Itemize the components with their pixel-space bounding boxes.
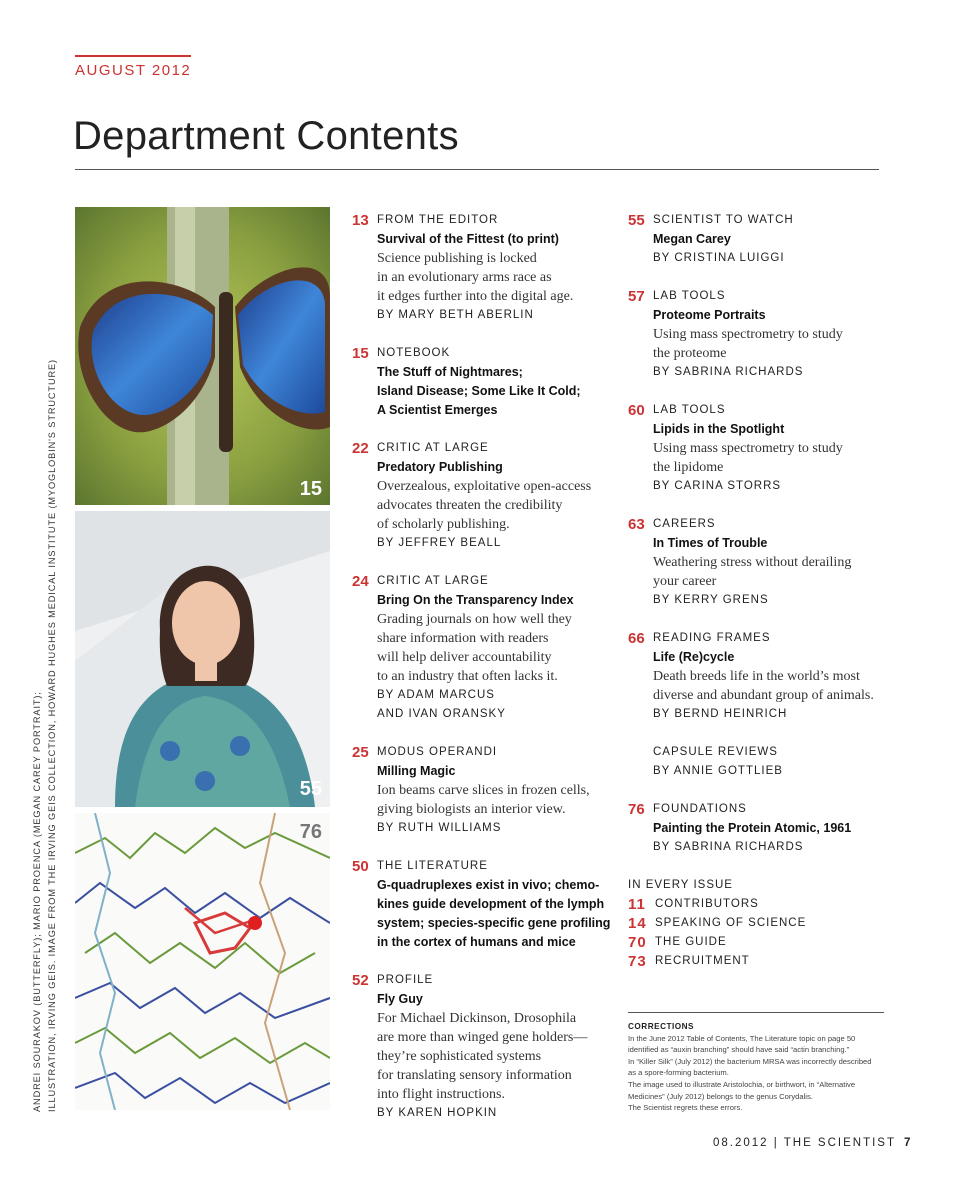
contents-entry — [628, 743, 888, 781]
contents-entry — [352, 344, 612, 420]
entry-section: SCIENTIST TO WATCH — [653, 214, 794, 226]
photo-page-number: 55 — [299, 778, 322, 800]
entry-headline: Predatory Publishing — [377, 460, 503, 474]
entry-author: AND IVAN ORANSKY — [377, 708, 506, 720]
entry-author: BY MARY BETH ABERLIN — [377, 309, 534, 321]
entry-headline: Bring On the Transparency Index — [377, 593, 574, 607]
entry-gap — [628, 496, 888, 515]
contents-entry — [628, 211, 888, 268]
entry-page-number: 52 — [352, 972, 369, 989]
entry-headline: in the cortex of humans and mice — [377, 935, 576, 949]
item-label: THE GUIDE — [655, 936, 727, 948]
item-page-number: 70 — [628, 934, 647, 951]
contents-entry — [352, 572, 612, 724]
in-every-issue-item — [628, 914, 888, 933]
entry-headline: In Times of Trouble — [653, 536, 768, 550]
entry-description: Ion beams carve slices in frozen cells, — [377, 783, 590, 798]
entry-author: BY CARINA STORRS — [653, 480, 782, 492]
correction-line: In the June 2012 Table of Contents, The Literature topic on page 50 — [628, 1033, 856, 1043]
correction-line: In “Killer Silk” (July 2012) the bacterium MRSA was incorrectly described — [628, 1056, 872, 1066]
portrait-photo — [75, 511, 330, 807]
correction-line: identified as “auxin branching” should have said “actin branching.” — [628, 1045, 850, 1055]
entry-gap — [352, 838, 612, 857]
in-every-issue-heading: IN EVERY ISSUE — [628, 879, 733, 891]
entry-description: Using mass spectrometry to study — [653, 327, 843, 342]
entry-description: they’re sophisticated systems — [377, 1049, 542, 1064]
entry-description: Overzealous, exploitative open-access — [377, 479, 592, 494]
entry-author: BY KERRY GRENS — [653, 594, 769, 606]
entry-author: BY SABRINA RICHARDS — [653, 366, 804, 378]
entry-gap — [352, 325, 612, 344]
entry-author: BY KAREN HOPKIN — [377, 1107, 498, 1119]
entry-description: For Michael Dickinson, Drosophila — [377, 1011, 577, 1026]
entry-page-number: 24 — [352, 573, 369, 590]
in-every-issue-item — [628, 952, 888, 971]
contents-entry — [352, 439, 612, 553]
entry-headline: Life (Re)cycle — [653, 650, 735, 664]
photo-page-number: 76 — [299, 821, 322, 843]
entry-author: BY ANNIE GOTTLIEB — [653, 765, 783, 777]
contents-column-left — [352, 211, 612, 1123]
entry-page-number: 76 — [628, 801, 645, 818]
entry-section: CAPSULE REVIEWS — [653, 746, 778, 758]
entry-author: BY BERND HEINRICH — [653, 708, 788, 720]
photo-credit-line: ILLUSTRATION, IRVING GEIS. IMAGE FROM THE IRVING GEIS COLLECTION, HOWARD HUGHES MEDICAL INSTITUTE (MYOGLOBIN'S STRUCTURE) — [47, 359, 57, 1112]
title-rule — [75, 169, 879, 170]
entry-description: the proteome — [653, 346, 727, 361]
entry-author: BY ADAM MARCUS — [377, 689, 495, 701]
photo-credit — [30, 212, 60, 1112]
corrections-title: CORRECTIONS — [628, 1022, 694, 1031]
in-every-issue-item — [628, 895, 888, 914]
item-label: RECRUITMENT — [655, 955, 750, 967]
entry-section: LAB TOOLS — [653, 404, 726, 416]
entry-page-number: 60 — [628, 402, 645, 419]
in-every-issue — [628, 876, 888, 971]
entry-description: Using mass spectrometry to study — [653, 441, 843, 456]
entry-page-number: 15 — [352, 345, 369, 362]
entry-gap — [628, 610, 888, 629]
in-every-issue-item — [628, 933, 888, 952]
contents-entry — [628, 401, 888, 496]
photo-page-number: 15 — [299, 478, 322, 500]
contents-entry — [628, 515, 888, 610]
entry-author: BY JEFFREY BEALL — [377, 537, 502, 549]
date-rule — [75, 55, 191, 57]
contents-entry — [352, 857, 612, 952]
entry-section: FOUNDATIONS — [653, 803, 747, 815]
entry-page-number: 55 — [628, 212, 645, 229]
entry-description: giving biologists an interior view. — [377, 802, 566, 817]
footer-issue: 08.2012 | THE SCIENTIST — [713, 1137, 896, 1149]
entry-page-number: 57 — [628, 288, 645, 305]
contents-entry — [628, 629, 888, 724]
correction-line: as a spore-forming bacterium. — [628, 1068, 729, 1078]
item-page-number: 11 — [628, 896, 646, 913]
entry-description: share information with readers — [377, 631, 549, 646]
issue-date: AUGUST 2012 — [75, 62, 192, 79]
entry-section: PROFILE — [377, 974, 434, 986]
entry-description: for translating sensory information — [377, 1068, 572, 1083]
entry-headline: Survival of the Fittest (to print) — [377, 232, 559, 246]
entry-headline: system; species-specific gene profiling — [377, 916, 611, 930]
entry-description: are more than winged gene holders— — [377, 1030, 588, 1045]
entry-gap — [352, 952, 612, 971]
entry-section: READING FRAMES — [653, 632, 771, 644]
page-number: 7 — [904, 1137, 913, 1149]
entry-description: of scholarly publishing. — [377, 517, 510, 532]
entry-description: Death breeds life in the world’s most — [653, 669, 860, 684]
photo-credit-line: ANDREI SOURAKOV (BUTTERFLY); MARIO PROENCA (MEGAN CAREY PORTRAIT); — [32, 691, 42, 1112]
entry-headline: Proteome Portraits — [653, 308, 766, 322]
entry-page-number: 25 — [352, 744, 369, 761]
contents-entry — [352, 743, 612, 838]
entry-headline: A Scientist Emerges — [377, 403, 498, 417]
entry-headline: The Stuff of Nightmares; — [377, 365, 523, 379]
entry-gap — [352, 420, 612, 439]
entry-page-number: 13 — [352, 212, 369, 229]
entry-section: LAB TOOLS — [653, 290, 726, 302]
entry-description: your career — [653, 574, 717, 589]
correction-line: The Scientist regrets these errors. — [628, 1103, 743, 1113]
entry-section: NOTEBOOK — [377, 347, 451, 359]
correction-line: The image used to illustrate Aristolochia, or birthwort, in “Alternative — [628, 1079, 856, 1089]
contents-entry — [352, 971, 612, 1123]
entry-page-number: 63 — [628, 516, 645, 533]
correction-line: Medicines” (July 2012) belongs to the genus Corydalis. — [628, 1091, 813, 1101]
contents-entry — [628, 287, 888, 382]
entry-headline: Painting the Protein Atomic, 1961 — [653, 821, 852, 835]
butterfly-photo — [75, 207, 330, 505]
entry-description: Weathering stress without derailing — [653, 555, 852, 570]
entry-section: FROM THE EDITOR — [377, 214, 499, 226]
entry-description: to an industry that often lacks it. — [377, 669, 558, 684]
entry-page-number: 66 — [628, 630, 645, 647]
page-title: Department Contents — [73, 114, 459, 158]
item-label: SPEAKING OF SCIENCE — [655, 917, 807, 929]
entry-gap — [352, 724, 612, 743]
entry-headline: kines guide development of the lymph — [377, 897, 605, 911]
corrections-box — [628, 1021, 888, 1114]
entry-gap — [628, 781, 888, 800]
entry-description: diverse and abundant group of animals. — [653, 688, 874, 703]
entry-gap — [628, 724, 888, 743]
item-page-number: 14 — [628, 915, 647, 932]
corrections-rule — [628, 1012, 884, 1013]
contents-entry — [352, 211, 612, 325]
entry-headline: G-quadruplexes exist in vivo; chemo- — [377, 878, 600, 892]
entry-description: in an evolutionary arms race as — [377, 270, 552, 285]
entry-description: will help deliver accountability — [377, 650, 552, 665]
entry-description: advocates threaten the credibility — [377, 498, 563, 513]
page-footer — [713, 1137, 912, 1149]
entry-author: BY RUTH WILLIAMS — [377, 822, 502, 834]
entry-section: CRITIC AT LARGE — [377, 442, 489, 454]
entry-headline: Fly Guy — [377, 992, 423, 1006]
entry-description: the lipidome — [653, 460, 724, 475]
item-label: CONTRIBUTORS — [655, 898, 759, 910]
entry-section: CAREERS — [653, 518, 716, 530]
protein-structure-illustration — [75, 813, 330, 1110]
entry-page-number: 50 — [352, 858, 369, 875]
entry-section: MODUS OPERANDI — [377, 746, 498, 758]
entry-description: into flight instructions. — [377, 1087, 505, 1102]
entry-headline: Lipids in the Spotlight — [653, 422, 785, 436]
entry-section: CRITIC AT LARGE — [377, 575, 489, 587]
entry-description: it edges further into the digital age. — [377, 289, 574, 304]
entry-headline: Island Disease; Some Like It Cold; — [377, 384, 581, 398]
entry-gap — [352, 553, 612, 572]
entry-headline: Milling Magic — [377, 764, 456, 778]
entry-headline: Megan Carey — [653, 232, 731, 246]
item-page-number: 73 — [628, 953, 647, 970]
entry-author: BY CRISTINA LUIGGI — [653, 252, 785, 264]
entry-description: Grading journals on how well they — [377, 612, 572, 627]
contents-column-right — [628, 211, 888, 971]
entry-page-number: 22 — [352, 440, 369, 457]
entry-section: THE LITERATURE — [377, 860, 488, 872]
entry-description: Science publishing is locked — [377, 251, 537, 266]
contents-entry — [628, 800, 888, 857]
entry-gap — [628, 268, 888, 287]
entry-gap — [628, 382, 888, 401]
entry-author: BY SABRINA RICHARDS — [653, 841, 804, 853]
